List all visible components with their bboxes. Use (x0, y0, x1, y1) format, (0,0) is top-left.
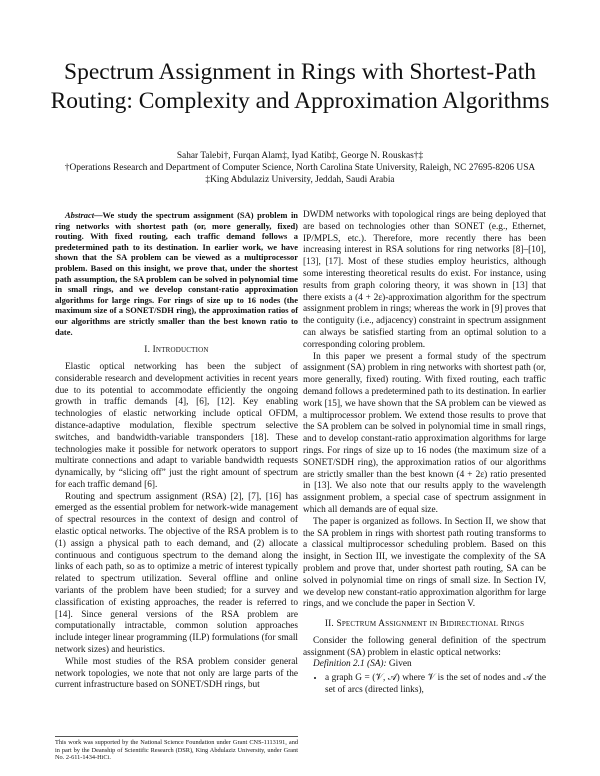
section-2-heading: II. Spectrum Assignment in Bidirectional Rings (324, 619, 525, 630)
author-names: Sahar Talebi†, Furqan Alam‡, Iyad Katib‡, George N. Rouskas†‡ (176, 151, 424, 161)
affiliation-1: †Operations Research and Department of Computer Science, North Carolina State University, Raleigh, NC 27695-8206 USA (64, 163, 536, 173)
section-1-heading: I. Introduction (144, 345, 209, 356)
right-column (303, 210, 546, 697)
body-paragraph: The paper is organized as follows. In Section II, we show that the SA problem in rings with shortest path routing transforms to a classical multiprocessor scheduling problem. Based on this insight, in Section III, we investigate the complexity of the SA problem and prove that, under shortest path routing, SA can be solved in polynomial time on rings of small size. In Section IV, we develop new constant-ratio approximation algorithm for large rings, and we conclude the paper in Section V. (303, 516, 546, 610)
body-paragraph: Consider the following general definition of the spectrum assignment (SA) problem in elastic optical networks: (303, 635, 546, 658)
abstract-label: Abstract (65, 210, 95, 220)
author-block (40, 150, 560, 186)
list-item: • a graph G = (𝒱, 𝒜) where 𝒱 is the set of nodes and 𝒜 the set of arcs (directed links), (325, 673, 546, 697)
definition-label: Definition 2.1 (SA): (313, 659, 387, 670)
body-paragraph: While most studies of the RSA problem consider general network topologies, we note that not only are large parts of the current infrastructure based on SONET/SDH rings, but (55, 656, 298, 691)
affiliation-2: ‡King Abdulaziz University, Jeddah, Saudi Arabia (205, 175, 395, 185)
body-paragraph: Elastic optical networking has been the subject of considerable research and development activities in recent years due to its potential to accommodate efficiently the ongoing growth in traffic demands [4], [6], [12]. Key enabling technologies of elastic networking include optical OFDM, distance-adaptive modulation, flexible spectrum selective switches, and bandwidth-variable transponders [18]. These technologies make it possible for network operators to support multirate connections and adapt to variable bandwidth requests dynamically, by “slicing off” just the right amount of spectrum for each traffic demand [6]. (55, 361, 298, 490)
funding-footnote: This work was supported by the National Science Foundation under Grant CNS-1113191, and in part by the Deanship of Scientific Research (DSR), King Abdulaziz University, under Grant No. 2-611-1434-HiCi. (55, 736, 298, 762)
definition-list (303, 673, 546, 697)
body-paragraph: DWDM networks with topological rings are being deployed that are based on technologies other than SONET (e.g., Ethernet, IP/MPLS, etc.). Therefore, more recently there has been increasing interest in RSA solutions for ring networks [8]–[10], [13], [17]. Most of these studies employ heuristics, although some interesting theoretical results do exist. For instance, using results from graph coloring theory, it was shown in [13] that there exists a (4 + 2ε)-approximation algorithm for the spectrum assignment problem in rings; whereas the work in [9] proves that the contiguity (i.e., adjacency) constraint in spectrum assignment can always be satisfied starting from an optimal solution to a corresponding coloring problem. (303, 210, 546, 350)
abstract-text: —We study the spectrum assignment (SA) problem in ring networks with shortest path (or, more generally, fixed) routing. With fixed routing, each traffic demand follows a predetermined path to its destination. In earlier work, we have shown that the SA problem can be viewed as a multiprocessor problem. Based on this insight, we prove that, under the shortest path assumption, the SA problem can be solved in polynomial time in small rings, and we develop constant-ratio approximation algorithms for large rings. For rings of size up to 16 nodes (the maximum size of a SONET/SDH ring), the approximation ratios of our algorithms are strictly smaller than the best known ratio to date. (55, 210, 298, 337)
definition (303, 659, 546, 671)
definition-text: Given (386, 659, 412, 670)
abstract (55, 210, 298, 337)
body-paragraph: Routing and spectrum assignment (RSA) [2], [7], [16] has emerged as the essential problem for network-wide management of spectral resources in the context of design and control of elastic optical networks. The objective of the RSA problem is to (1) assign a physical path to each demand, and (2) allocate continuous and contiguous spectrum to the demand along the links of each path, so as to optimize a metric of interest typically related to spectrum utilization. Several offline and online variants of the problem have been studied; for a survey and classification of existing approaches, the reader is referred to [14]. Since general versions of the RSA problem are computationally intractable, common solution approaches include integer linear programming (ILP) formulations (for small network sizes) and heuristics. (55, 491, 298, 656)
left-column (55, 210, 298, 692)
body-paragraph: In this paper we present a formal study of the spectrum assignment (SA) problem in ring networks with shortest path (or, more generally, fixed) routing. With fixed routing, each traffic demand follows a predetermined path to its destination. In earlier work [15], we have shown that the SA problem can be viewed as a multiprocessor problem. We extend those results to prove that the SA problem can be solved in polynomial time in small rings, and to develop constant-ratio approximation algorithms for large rings. For rings of size up to 16 nodes (the maximum size of a SONET/SDH ring), the approximation ratios of our algorithms are strictly smaller than the best known (4 + 2ε) ratio presented in [13]. We also note that our results apply to the wavelength assignment problem, a special case of spectrum assignment in which all demands are of equal size. (303, 351, 546, 515)
paper-title: Spectrum Assignment in Rings with Shortest-Path Routing: Complexity and Approximation Algorithms (50, 59, 550, 114)
